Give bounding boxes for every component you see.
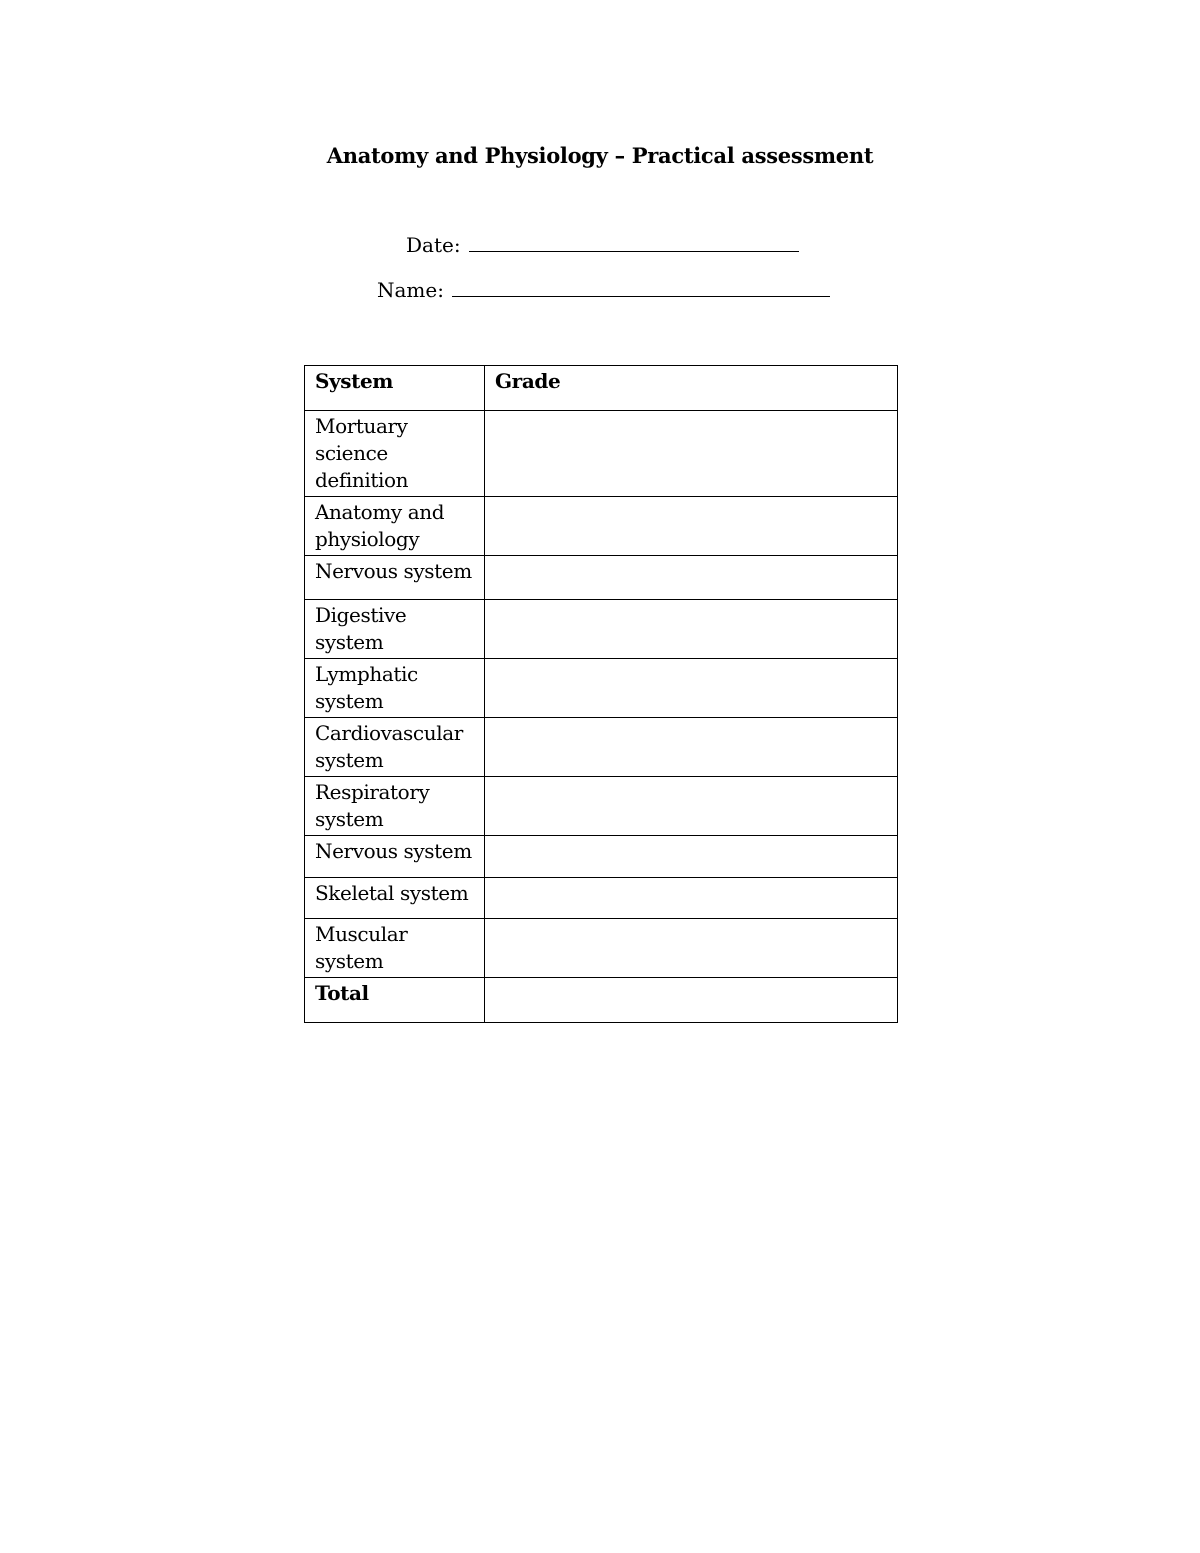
- system-cell: Digestive system: [305, 600, 485, 659]
- grade-cell[interactable]: [485, 556, 898, 600]
- table-row: [305, 600, 898, 659]
- system-cell: Anatomy and physiology: [305, 497, 485, 556]
- header-grade: Grade: [485, 366, 898, 411]
- grade-cell[interactable]: [485, 777, 898, 836]
- page-title: Anatomy and Physiology – Practical assessment: [326, 143, 874, 168]
- grade-cell[interactable]: [485, 919, 898, 978]
- total-label: Total: [305, 978, 485, 1023]
- system-cell: Cardiovascular system: [305, 718, 485, 777]
- table-header-row: [305, 366, 898, 411]
- grade-cell[interactable]: [485, 878, 898, 919]
- header-system: System: [305, 366, 485, 411]
- name-blank[interactable]: [452, 276, 830, 297]
- grade-cell[interactable]: [485, 497, 898, 556]
- table-row: [305, 718, 898, 777]
- table-row: [305, 556, 898, 600]
- system-cell: Muscular system: [305, 919, 485, 978]
- system-cell: Skeletal system: [305, 878, 485, 919]
- system-cell: Nervous system: [305, 556, 485, 600]
- system-cell: Mortuary science definition: [305, 411, 485, 497]
- table-row: [305, 836, 898, 878]
- table-row: [305, 497, 898, 556]
- date-label: Date:: [406, 233, 461, 257]
- grade-table: [304, 365, 898, 1023]
- grade-cell[interactable]: [485, 600, 898, 659]
- name-field: [377, 275, 830, 305]
- table-row: [305, 919, 898, 978]
- date-blank[interactable]: [469, 231, 799, 252]
- table-total-row: [305, 978, 898, 1023]
- system-cell: Respiratory system: [305, 777, 485, 836]
- table-row: [305, 777, 898, 836]
- grade-cell[interactable]: [485, 836, 898, 878]
- grade-cell[interactable]: [485, 718, 898, 777]
- system-cell: Lymphatic system: [305, 659, 485, 718]
- date-field: [406, 230, 799, 260]
- table-row: [305, 878, 898, 919]
- system-cell: Nervous system: [305, 836, 485, 878]
- grade-cell[interactable]: [485, 659, 898, 718]
- name-label: Name:: [377, 278, 444, 302]
- grade-cell[interactable]: [485, 411, 898, 497]
- table-row: [305, 411, 898, 497]
- total-value[interactable]: [485, 978, 898, 1023]
- table-row: [305, 659, 898, 718]
